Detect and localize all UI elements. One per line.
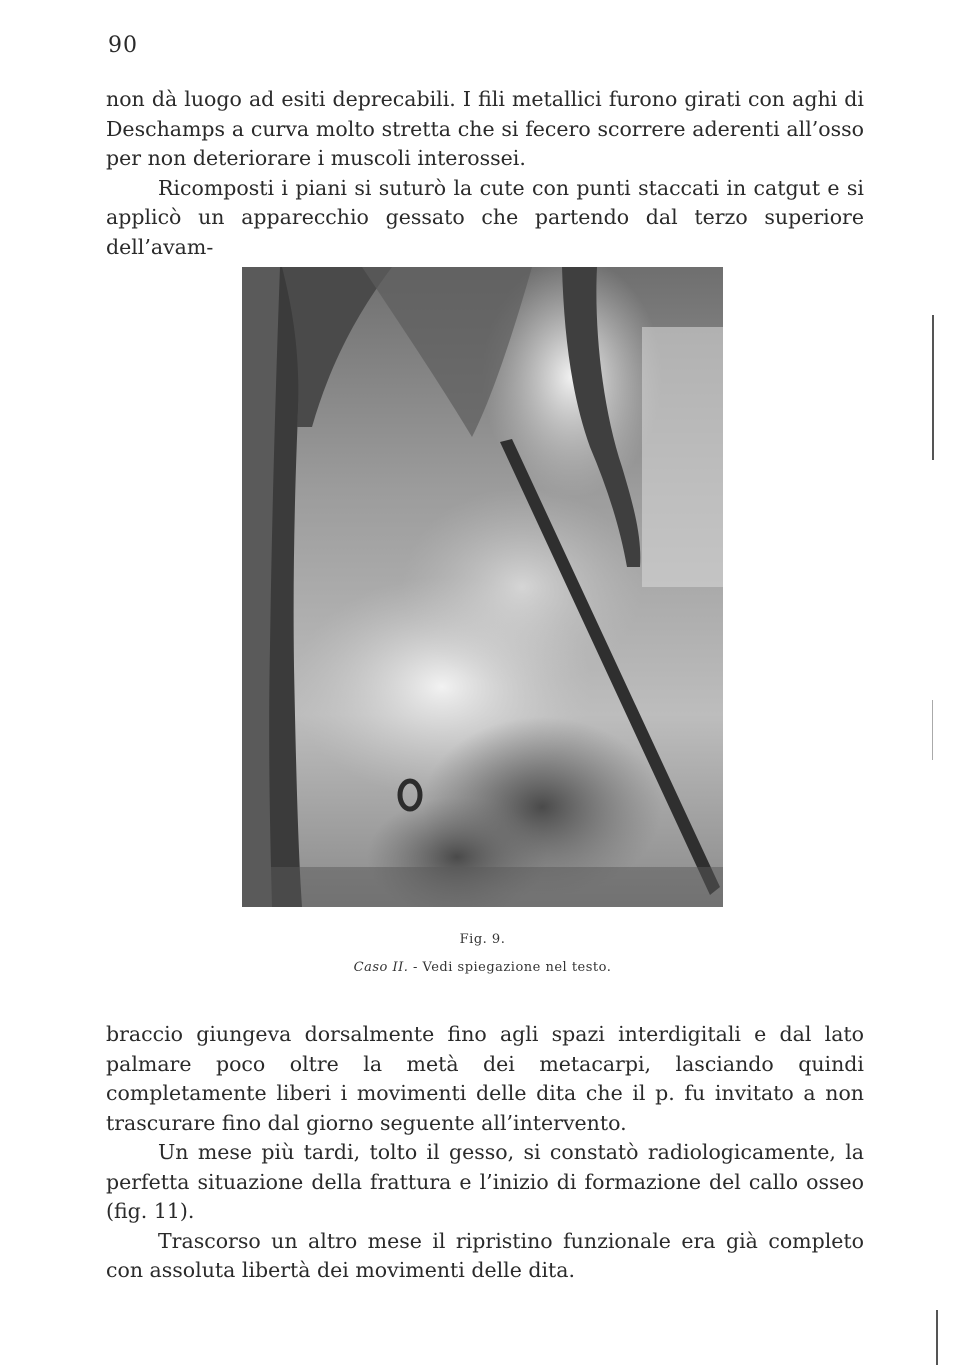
paragraph: Trascorso un altro mese il ripristino funzionale era già completo con assoluta libertà dei movimenti delle dita. [106, 1228, 864, 1282]
xray-image [242, 267, 723, 907]
figure-caption-text: - Vedi spiegazione nel testo. [408, 960, 612, 975]
scan-mark [936, 1310, 938, 1365]
figure-caption [242, 960, 723, 975]
body-text-bottom [106, 1020, 864, 1286]
figure-case: Caso II. [353, 960, 409, 975]
page-number: 90 [108, 33, 138, 58]
body-text-top [106, 85, 864, 262]
paragraph: Ricomposti i piani si suturò la cute con punti staccati in catgut e si applicò un apparecchio gessato che partendo dal terzo superiore dell’avam- [106, 175, 864, 259]
paragraph: braccio giungeva dorsalmente fino agli spazi interdigitali e dal lato palmare poco oltre la metà dei metacarpi, lasciando quindi completamente liberi i movimenti delle dita che il p. fu invitato a non trascurare fino dal giorno seguente all’intervento. [106, 1022, 864, 1135]
xray-figure [242, 267, 723, 907]
paragraph: Un mese più tardi, tolto il gesso, si constatò radiologicamente, la perfetta situazione della frattura e l’inizio di formazione del callo osseo (fig. 11). [106, 1140, 864, 1223]
scan-mark [932, 700, 933, 760]
scan-mark [932, 315, 934, 460]
paragraph: non dà luogo ad esiti deprecabili. I fili metallici furono girati con aghi di Deschamps a curva molto stretta che si fecero scorrere aderenti all’osso per non deteriorare i muscoli interossei. [106, 87, 864, 170]
figure-label: Fig. 9. [459, 932, 506, 947]
